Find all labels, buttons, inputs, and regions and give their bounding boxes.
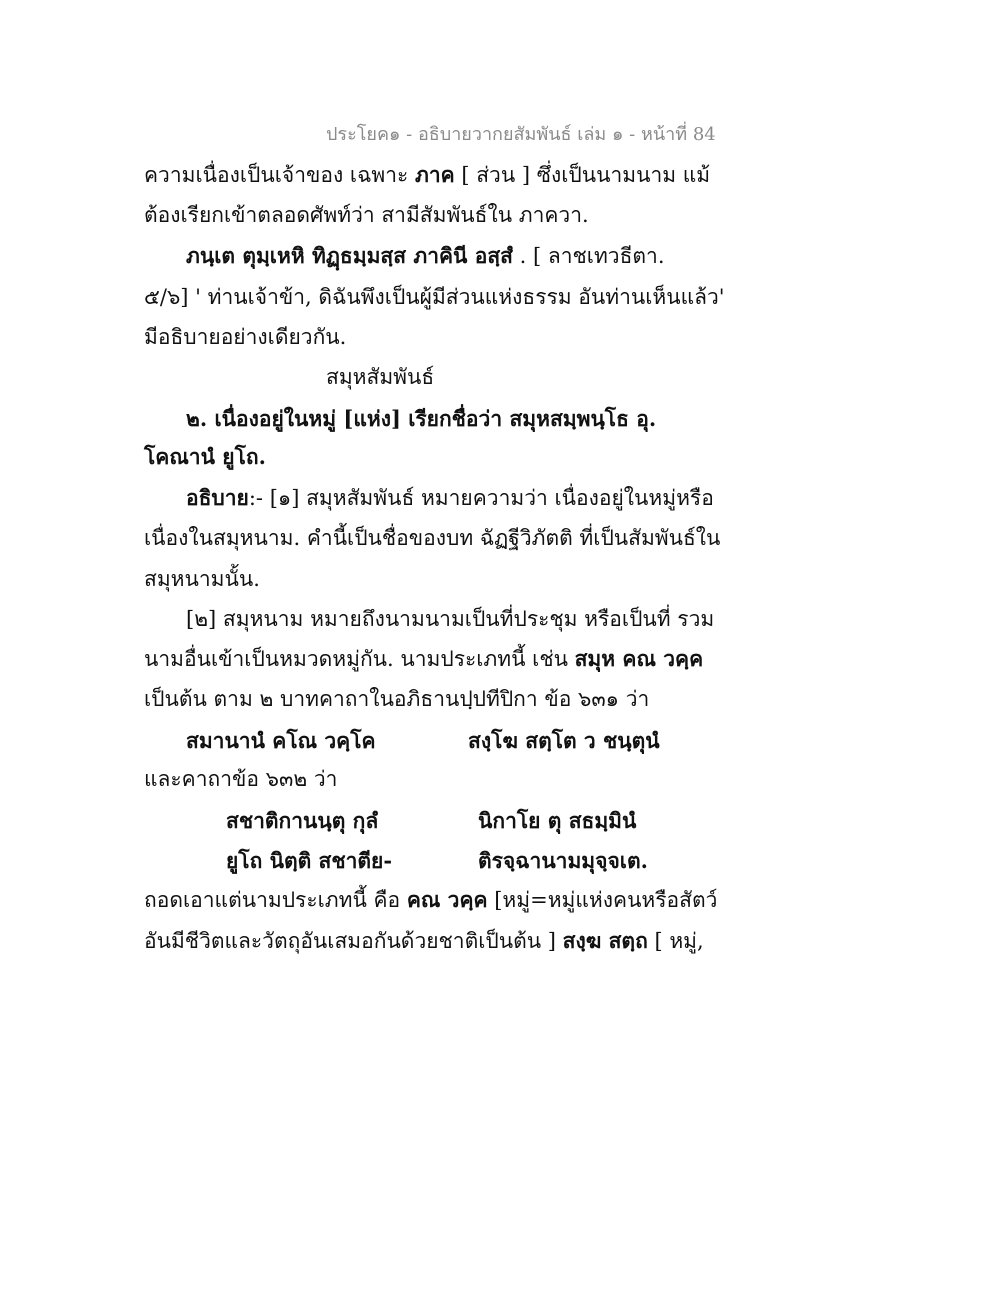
- reference: . [ ลาชเทวธีตา.: [512, 244, 665, 268]
- paragraph-3-line-3: สมุหนามนั้น.: [144, 567, 260, 591]
- verse-2-line-1-right: นิกาโย ตุ สธมฺมินํ: [478, 808, 637, 833]
- paragraph-2-line-3: มีอธิบายอย่างเดียวกัน.: [144, 325, 347, 349]
- verse-2-line-2-left: ยูโถ นิตฺติ สชาตีย-: [226, 848, 393, 873]
- verse-2-line-1-left: สชาติกานนฺตุ กุลํ: [226, 808, 379, 833]
- paragraph-4-line-1: [๒] สมุหนาม หมายถึงนามนามเป็นที่ประชุม หรือเป็นที่ รวม: [186, 607, 715, 631]
- bold-term: คณ วคฺค: [406, 887, 488, 912]
- explanation-label: อธิบาย: [186, 485, 249, 510]
- bold-term: ภาค: [414, 162, 455, 187]
- running-head: ประโยค๑ - อธิบายวากยสัมพันธ์ เล่ม ๑ - หน้าที่ 84: [326, 124, 716, 145]
- section-title: สมุหสัมพันธ์: [326, 365, 435, 389]
- rule-line-1: ๒. เนื่องอยู่ในหมู่ [แห่ง] เรียกชื่อว่า สมุหสมฺพนฺโธ อุ.: [186, 406, 657, 431]
- paragraph-6-line-2: [144, 926, 704, 956]
- paragraph-3-line-1: [186, 483, 714, 513]
- paragraph-6-line-1: [144, 885, 717, 915]
- paragraph-4-line-3: เป็นต้น ตาม ๒ บาทคาถาในอภิธานปฺปทีปิกา ข้อ ๖๓๑ ว่า: [144, 687, 650, 711]
- text-span: ความเนื่องเป็นเจ้าของ เฉพาะ: [144, 163, 415, 187]
- paragraph-3-line-2: เนื่องในสมุหนาม. คำนี้เป็นชื่อของบท ฉัฏฐีวิภัตติ ที่เป็นสัมพันธ์ใน: [144, 526, 721, 550]
- paragraph-1-line-2: ต้องเรียกเข้าตลอดศัพท์ว่า สามีสัมพันธ์ใน ภาควา.: [144, 203, 589, 227]
- text-span: [หมู่=หมู่แห่งคนหรือสัตว์: [487, 888, 718, 912]
- bold-term: สมุห คณ วคฺค: [574, 646, 704, 671]
- text-span: ถอดเอาแต่นามประเภทนี้ คือ: [144, 888, 407, 912]
- paragraph-1-line-1: [144, 160, 710, 190]
- paragraph-5-line-1: และคาถาข้อ ๖๓๒ ว่า: [144, 767, 338, 791]
- paragraph-2-line-2: ๕/๖] ' ท่านเจ้าข้า, ดิฉันพึงเป็นผู้มีส่วนแห่งธรรม อันท่านเห็นแล้ว': [144, 285, 725, 309]
- rule-line-2: โคณานํ ยูโถ.: [144, 444, 266, 469]
- pali-example: ภนฺเต ตุมฺเหหิ ทิฏฺธมฺมสฺส ภาคินี อสฺสํ: [186, 243, 513, 268]
- text-span: [ หมู่,: [647, 929, 704, 953]
- bold-term: สงฺฆ สตฺถ: [562, 928, 648, 953]
- text-span: นามอื่นเข้าเป็นหมวดหมู่กัน. นามประเภทนี้ เช่น: [144, 647, 575, 671]
- paragraph-4-line-2: [144, 644, 703, 674]
- verse-2-line-2-right: ติรจฺฉานามมุจฺจเต.: [478, 848, 648, 873]
- text-span: [ ส่วน ] ซึ่งเป็นนามนาม แม้: [454, 163, 711, 187]
- paragraph-2-line-1: [186, 241, 665, 271]
- verse-1-left: สมานานํ คโณ วคฺโค: [186, 728, 376, 753]
- text-span: อันมีชีวิตและวัตถุอันเสมอกันด้วยชาติเป็นต้น ]: [144, 929, 563, 953]
- text-span: :- [๑] สมุหสัมพันธ์ หมายความว่า เนื่องอยู่ในหมู่หรือ: [248, 486, 714, 510]
- verse-1-right: สงฺโฆ สตฺโต ว ชนฺตุนํ: [468, 728, 660, 753]
